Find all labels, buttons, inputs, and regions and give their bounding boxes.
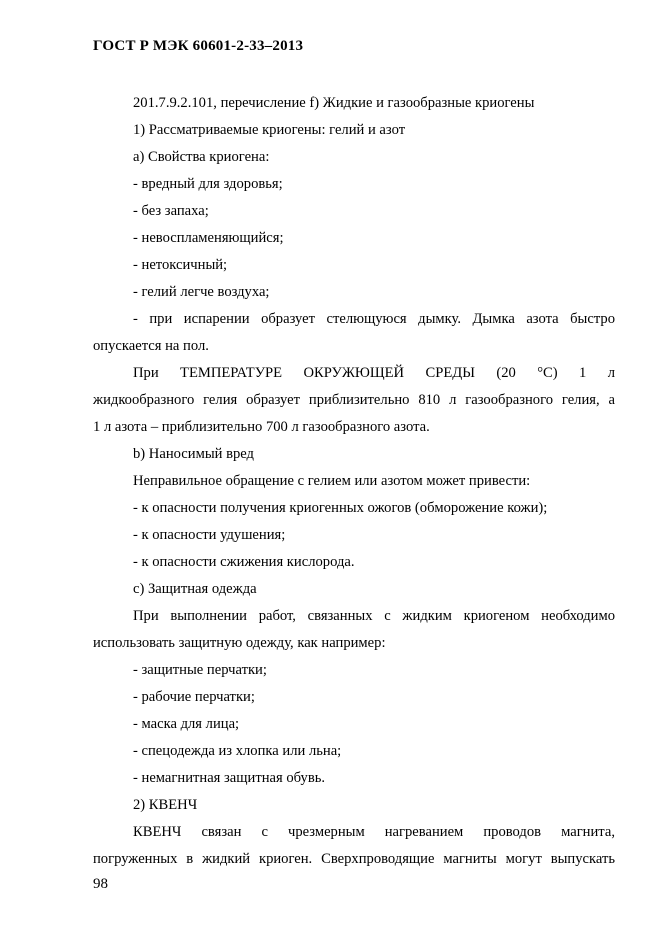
text-line: Неправильное обращение с гелием или азотом может привести: xyxy=(133,473,531,489)
document-body xyxy=(93,90,615,873)
text-line: с) Защитная одежда xyxy=(133,581,257,597)
text-line: - защитные перчатки; xyxy=(133,662,267,678)
text-line: опускается на пол. xyxy=(93,338,209,354)
text-line: 1) Рассматриваемые криогены: гелий и азот xyxy=(133,122,406,138)
text-line: - гелий легче воздуха; xyxy=(133,284,270,300)
text-line: КВЕНЧ связан с чрезмерным нагреванием проводов магнита, xyxy=(133,824,615,840)
text-line: - вредный для здоровья; xyxy=(133,176,283,192)
text-line: b) Наносимый вред xyxy=(133,446,254,462)
text-line: - спецодежда из хлопка или льна; xyxy=(133,743,342,759)
text-line: - маска для лица; xyxy=(133,716,240,732)
text-line: 201.7.9.2.101, перечисление f) Жидкие и газообразные криогены xyxy=(133,95,535,111)
text-line: - немагнитная защитная обувь. xyxy=(133,770,326,786)
text-line: - без запаха; xyxy=(133,203,209,219)
text-line: - к опасности удушения; xyxy=(133,527,286,543)
text-line: - невоспламеняющийся; xyxy=(133,230,284,246)
page-number: 98 xyxy=(93,876,108,892)
text-line: использовать защитную одежду, как например: xyxy=(93,635,386,651)
text-line: 1 л азота – приблизительно 700 л газообразного азота. xyxy=(93,419,430,435)
text-line: - к опасности получения криогенных ожогов (обморожение кожи); xyxy=(133,500,548,516)
text-line: - к опасности сжижения кислорода. xyxy=(133,554,355,570)
text-line: - при испарении образует стелющуюся дымку. Дымка азота быстро xyxy=(133,311,615,327)
text-line: - нетоксичный; xyxy=(133,257,228,273)
text-line: жидкообразного гелия образует приблизительно 810 л газообразного гелия, а xyxy=(93,392,615,408)
text-line: При ТЕМПЕРАТУРЕ ОКРУЖЮЩЕЙ СРЕДЫ (20 °С) 1 л xyxy=(133,365,615,381)
text-line: погруженных в жидкий криоген. Сверхпроводящие магниты могут выпускать xyxy=(93,851,615,867)
text-line: 2) КВЕНЧ xyxy=(133,797,198,813)
text-line: а) Свойства криогена: xyxy=(133,149,270,165)
text-line: - рабочие перчатки; xyxy=(133,689,255,705)
document-header: ГОСТ Р МЭК 60601-2-33–2013 xyxy=(93,38,304,54)
text-line: При выполнении работ, связанных с жидким криогеном необходимо xyxy=(133,608,615,624)
